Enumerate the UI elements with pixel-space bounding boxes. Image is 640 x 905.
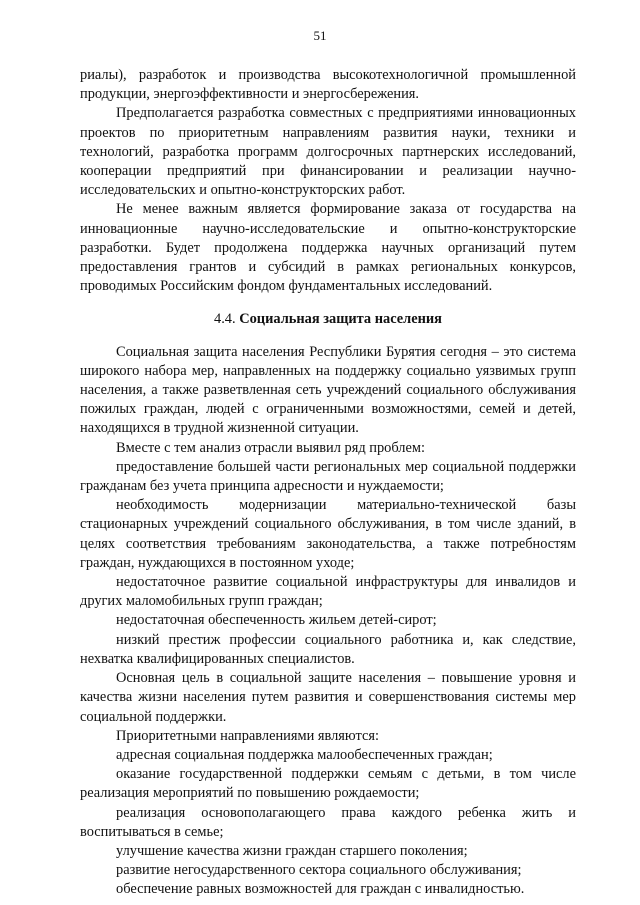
list-item: необходимость модернизации материально-технической базы стационарных учреждений социального обслуживания, в том числе зданий, в целях соответствия требованиям законодательства, а также потребностям граждан, нуждающихся в постоянном уходе; [80, 497, 576, 571]
paragraph: Социальная защита населения Республики Бурятия сегодня – это система широкого набора мер, направленных на поддержку социально уязвимых групп населения, а также разветвленная сеть учреждений социального обслуживания пожилых граждан, людей с ограниченными возможностями, семей и детей, находящихся в трудной жизненной ситуации. [80, 343, 576, 437]
list-item: развитие негосударственного сектора социального обслуживания; [116, 862, 522, 879]
list-item: улучшение качества жизни граждан старшего поколения; [116, 842, 468, 859]
paragraph: Предполагается разработка совместных с предприятиями инновационных проектов по приоритетным направлениям развития науки, техники и технологий, разработка программ долгосрочных партнерских исследований, кооперации предприятий при финансировании и реализации научно-исследовательских и опытно-конструкторских работ. [80, 105, 576, 199]
paragraph-continuation: риалы), разработок и производства высокотехнологичной промышленной продукции, энергоэффективности и энергосбережения. [80, 67, 576, 103]
section-heading [80, 310, 576, 329]
list-item: низкий престиж профессии социального работника и, как следствие, нехватка квалифицированных специалистов. [80, 631, 576, 667]
list-item: адресная социальная поддержка малообеспеченных граждан; [116, 746, 493, 763]
list-item: обеспечение равных возможностей для граждан с инвалидностью. [116, 881, 525, 898]
section-number: 4.4. [214, 311, 236, 328]
paragraph: Приоритетными направлениями являются: [116, 727, 379, 744]
list-item: недостаточное развитие социальной инфраструктуры для инвалидов и других маломобильных групп граждан; [80, 574, 576, 610]
paragraph: Не менее важным является формирование заказа от государства на инновационные научно-исследовательские и опытно-конструкторские разработки. Будет продолжена поддержка научных организаций путем предоставления грантов и субсидий в рамках региональных конкурсов, проводимых Российским фондом фундаментальных исследований. [80, 201, 576, 295]
list-item: оказание государственной поддержки семьям с детьми, в том числе реализация мероприятий по повышению рождаемости; [80, 766, 576, 802]
section-title: Социальная защита населения [239, 311, 442, 328]
list-item: реализация основополагающего права каждого ребенка жить и воспитываться в семье; [80, 804, 576, 840]
list-item: недостаточная обеспеченность жильем детей-сирот; [116, 612, 437, 629]
paragraph: Вместе с тем анализ отрасли выявил ряд проблем: [116, 439, 425, 456]
page-number: 51 [313, 28, 327, 43]
document-body [80, 66, 576, 900]
paragraph: Основная цель в социальной защите населения – повышение уровня и качества жизни населения путем развития и совершенствования системы мер социальной поддержки. [80, 670, 576, 725]
list-item: предоставление большей части региональных мер социальной поддержки гражданам без учета принципа адресности и нуждаемости; [80, 458, 576, 495]
